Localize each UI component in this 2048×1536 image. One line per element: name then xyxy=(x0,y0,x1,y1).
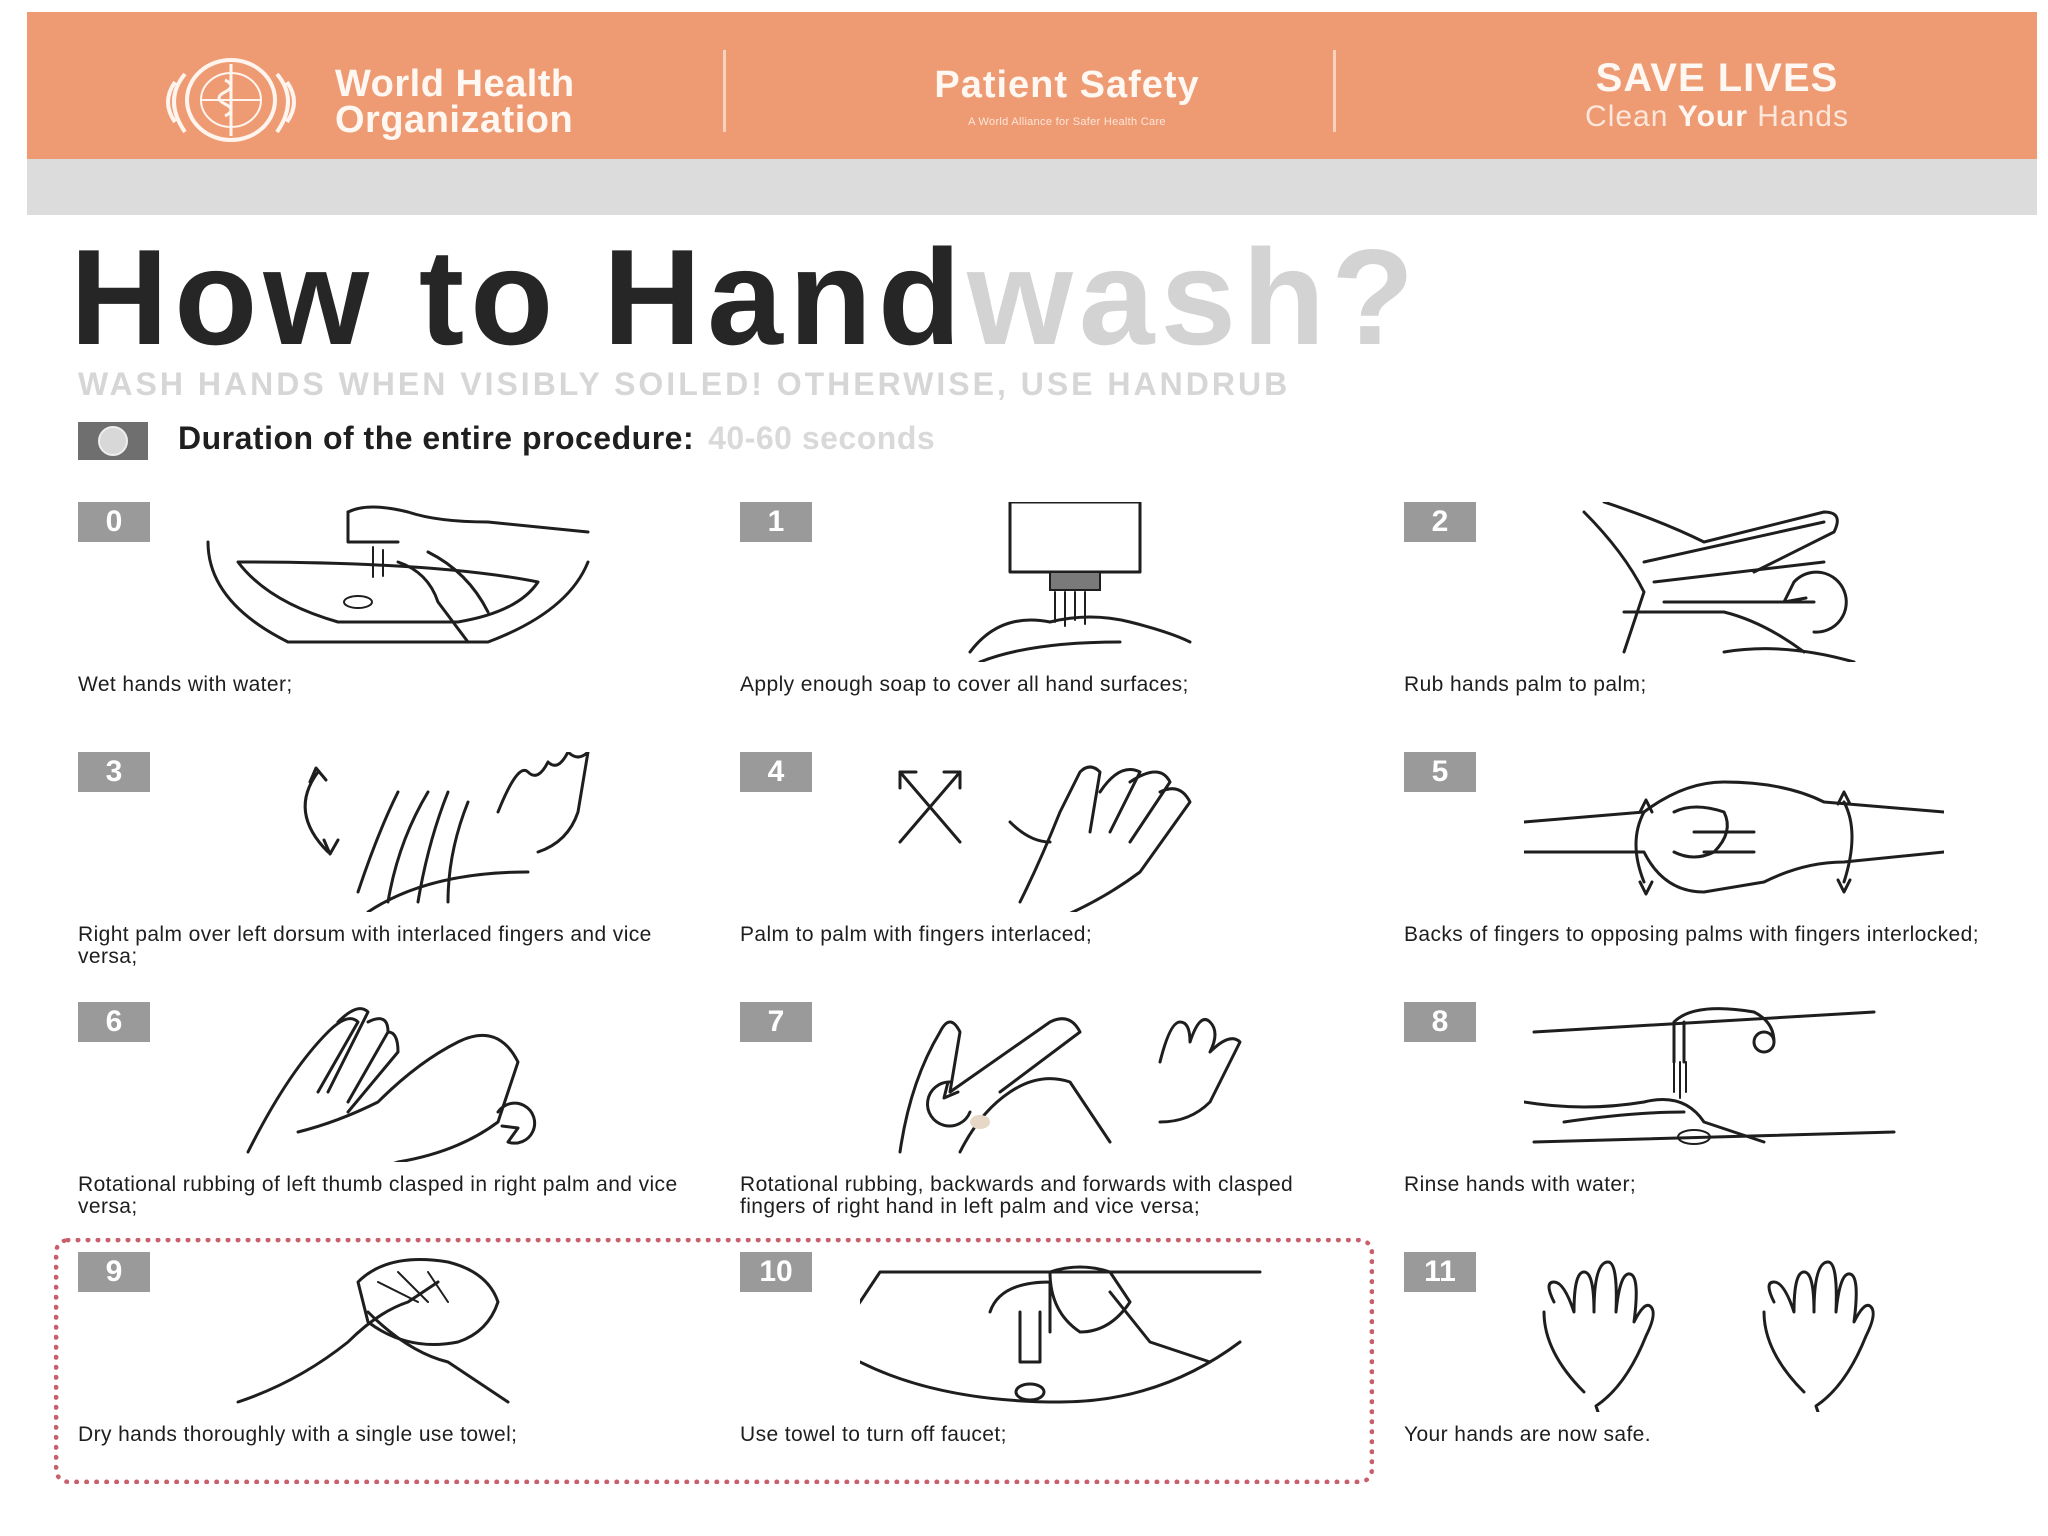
step-11 xyxy=(1404,1252,2044,1492)
campaign-sub-pre: Clean xyxy=(1585,100,1669,133)
step-number: 0 xyxy=(78,502,150,542)
step-number: 8 xyxy=(1404,1002,1476,1042)
stopwatch-icon xyxy=(78,422,148,460)
org-name-line2: Organization xyxy=(335,99,574,141)
step-number: 11 xyxy=(1404,1252,1476,1292)
step-number: 7 xyxy=(740,1002,812,1042)
who-emblem-icon xyxy=(145,54,317,146)
header-divider xyxy=(1333,50,1336,132)
step-caption: Backs of fingers to opposing palms with fingers interlocked; xyxy=(1404,923,1979,946)
duration-text: Duration of the entire procedure: xyxy=(178,420,695,456)
header-divider xyxy=(723,50,726,132)
step-caption: Use towel to turn off faucet; xyxy=(740,1423,1007,1446)
step-9 xyxy=(78,1252,718,1492)
duration-label xyxy=(178,420,935,457)
title-light-part: wash? xyxy=(967,221,1421,373)
step-caption: Palm to palm with fingers interlaced; xyxy=(740,923,1093,946)
step-10 xyxy=(740,1252,1380,1492)
step-0 xyxy=(78,502,718,742)
step-number: 1 xyxy=(740,502,812,542)
campaign-title: SAVE LIVES xyxy=(1595,56,1839,100)
disclaimer-strip xyxy=(27,159,2037,215)
step-1 xyxy=(740,502,1380,742)
page-title xyxy=(70,222,1420,372)
towel-dry-icon xyxy=(198,1252,618,1412)
step-caption: Rotational rubbing of left thumb clasped in right palm and vice versa; xyxy=(78,1173,678,1218)
step-number: 4 xyxy=(740,752,812,792)
step-caption: Apply enough soap to cover all hand surfaces; xyxy=(740,673,1189,696)
org-name-line1: World Health xyxy=(335,63,575,105)
campaign-sub-bold: Your xyxy=(1677,100,1748,133)
step-number: 9 xyxy=(78,1252,150,1292)
clean-hands-icon xyxy=(1524,1252,1944,1412)
step-number: 10 xyxy=(740,1252,812,1292)
towel-faucet-icon xyxy=(860,1252,1280,1412)
interlaced-fingers-icon xyxy=(860,752,1280,912)
step-caption: Right palm over left dorsum with interlaced fingers and vice versa; xyxy=(78,923,652,968)
step-4 xyxy=(740,752,1380,992)
step-2 xyxy=(1404,502,2044,742)
step-number: 6 xyxy=(78,1002,150,1042)
step-number: 5 xyxy=(1404,752,1476,792)
campaign-subtitle xyxy=(1447,100,1987,134)
campaign-sub-post: Hands xyxy=(1757,100,1849,133)
wet-hands-icon xyxy=(198,502,618,662)
step-caption: Rub hands palm to palm; xyxy=(1404,673,1647,696)
step-number: 3 xyxy=(78,752,150,792)
palm-over-dorsum-icon xyxy=(198,752,618,912)
step-caption: Your hands are now safe. xyxy=(1404,1423,1651,1446)
org-name xyxy=(335,63,575,141)
fingertip-rubbing-icon xyxy=(860,1002,1280,1162)
title-dark-part: How to Hand xyxy=(70,221,968,373)
step-caption: Wet hands with water; xyxy=(78,673,293,696)
rinse-hands-icon xyxy=(1524,1002,1944,1162)
step-7 xyxy=(740,1002,1380,1242)
step-caption: Dry hands thoroughly with a single use towel; xyxy=(78,1423,518,1446)
step-6 xyxy=(78,1002,718,1242)
page-subtitle: WASH HANDS WHEN VISIBLY SOILED! OTHERWISE, USE HANDRUB xyxy=(78,366,1291,402)
thumb-rubbing-icon xyxy=(198,1002,618,1162)
header-band xyxy=(27,12,2037,159)
interlocked-fingers-icon xyxy=(1524,752,1944,912)
step-5 xyxy=(1404,752,2044,992)
patient-safety-title: Patient Safety xyxy=(934,64,1200,106)
soap-dispenser-icon xyxy=(860,502,1280,662)
step-caption: Rotational rubbing, backwards and forwards with clasped fingers of right hand in left palm and vice versa; xyxy=(740,1173,1294,1218)
step-number: 2 xyxy=(1404,502,1476,542)
palm-to-palm-icon xyxy=(1524,502,1944,662)
step-8 xyxy=(1404,1002,2044,1242)
duration-value: 40-60 seconds xyxy=(708,420,936,456)
step-3 xyxy=(78,752,718,992)
patient-safety-subtitle: A World Alliance for Safer Health Care xyxy=(968,116,1166,128)
step-caption: Rinse hands with water; xyxy=(1404,1173,1637,1196)
